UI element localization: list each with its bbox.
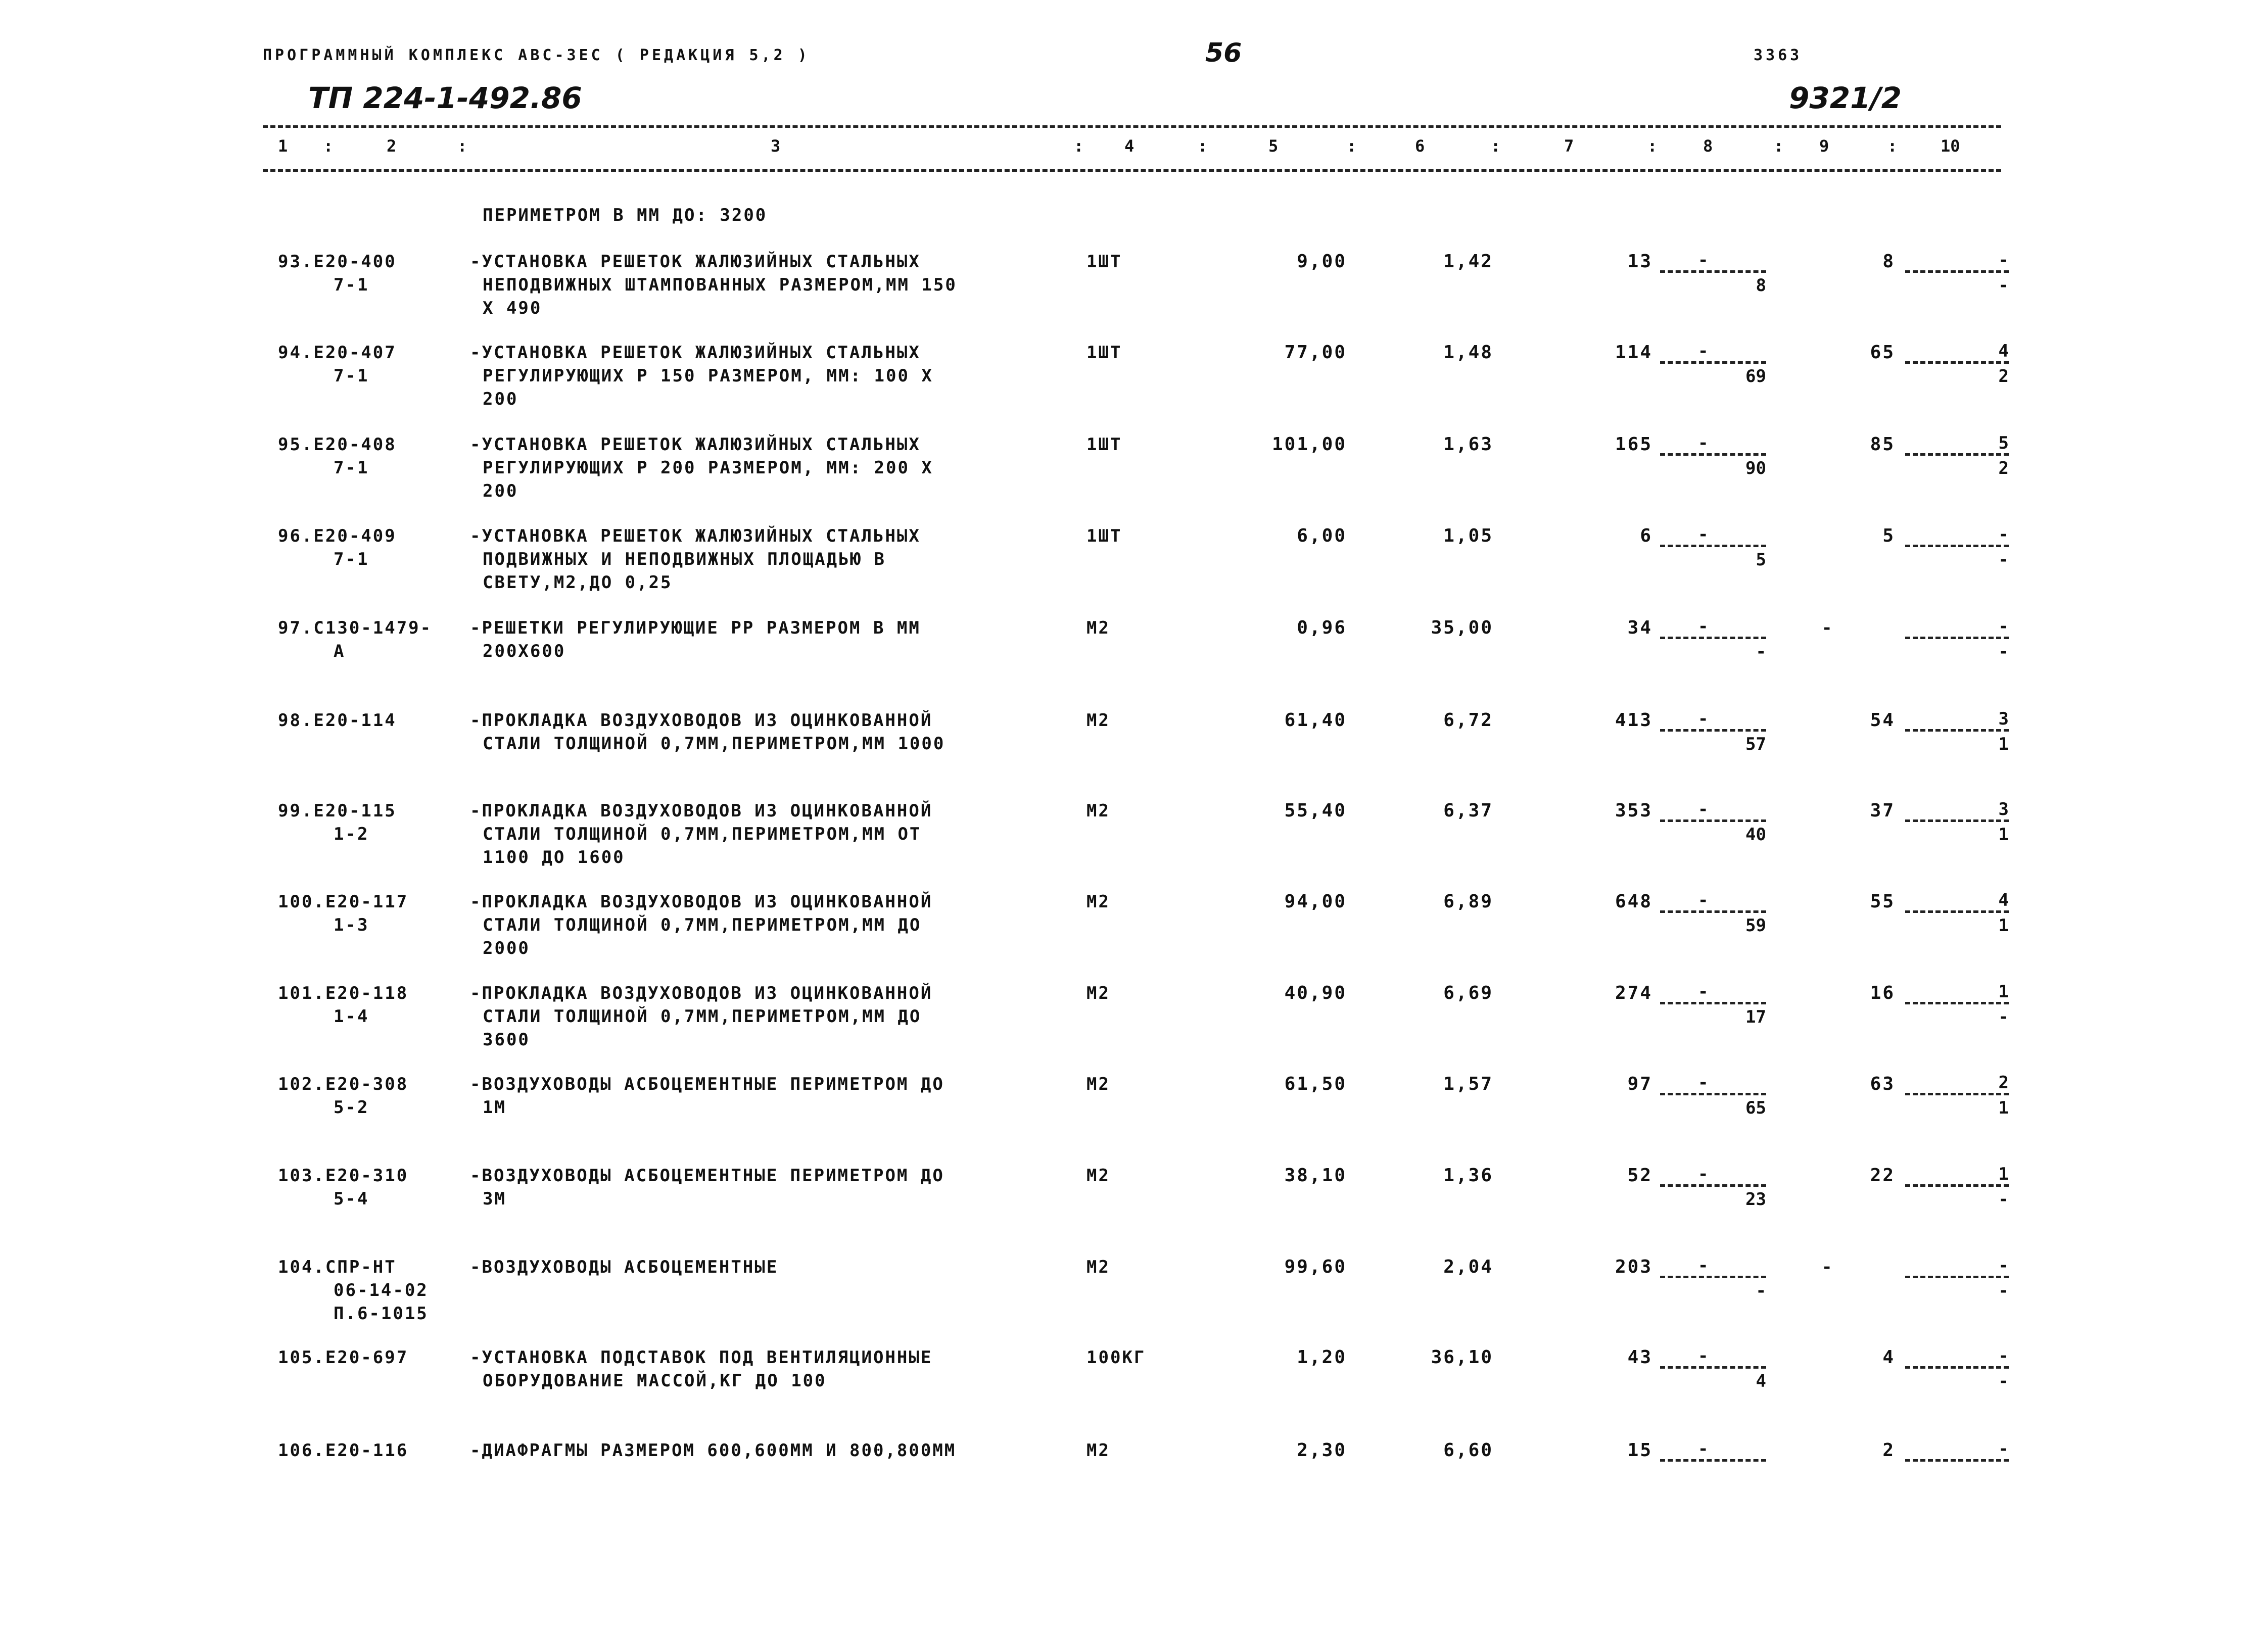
row-col8-top: - <box>1698 1346 1709 1366</box>
row-col10-divider <box>1905 1002 2009 1004</box>
row-col10-bottom: - <box>1998 1281 2009 1301</box>
row-col10-top: 5 <box>1998 433 2009 453</box>
table-row <box>0 1073 2268 1159</box>
row-description-line: -УСТАНОВКА РЕШЕТОК ЖАЛЮЗИЙНЫХ СТАЛЬНЫХ <box>470 435 921 455</box>
row-quantity: 101,00 <box>1271 434 1347 455</box>
row-col8-top: - <box>1698 616 1709 637</box>
row-code-line: П.6-1015 <box>334 1304 429 1324</box>
header-rule-top <box>263 125 2001 128</box>
row-col8-bottom: - <box>1756 642 1766 662</box>
row-col10-bottom: - <box>1998 550 2009 570</box>
row-col9-value: 37 <box>1870 800 1895 821</box>
row-col10-divider <box>1905 453 2009 456</box>
row-quantity: 99,60 <box>1284 1257 1347 1277</box>
row-description-line: -ВОЗДУХОВОДЫ АСБОЦЕМЕНТНЫЕ ПЕРИМЕТРОМ ДО <box>470 1074 944 1094</box>
row-col10-top: 4 <box>1998 341 2009 361</box>
table-row <box>0 1439 2268 1525</box>
row-quantity: 6,00 <box>1297 525 1347 546</box>
row-col10-divider <box>1905 361 2009 364</box>
header-rule-bottom <box>263 169 2001 172</box>
row-col8-top: - <box>1698 1164 1709 1184</box>
row-col8-bottom: 40 <box>1745 825 1766 845</box>
table-row <box>0 982 2268 1068</box>
row-extra-mark: - <box>1822 618 1834 638</box>
row-col8-bottom: 5 <box>1756 550 1766 570</box>
table-row <box>0 799 2268 885</box>
row-description-line: 2000 <box>483 938 530 958</box>
row-col10-top: 3 <box>1998 799 2009 819</box>
row-code-line: 97.С130-1479- <box>278 618 433 638</box>
row-quantity: 77,00 <box>1284 342 1347 363</box>
row-unit: 1ШТ <box>1086 252 1122 272</box>
row-col8-top: - <box>1698 341 1709 361</box>
column-separator: : <box>1491 136 1501 156</box>
column-separator: : <box>1647 136 1658 156</box>
row-total-cost: 413 <box>1615 710 1652 731</box>
row-col10-bottom: - <box>1998 1189 2009 1210</box>
row-quantity: 0,96 <box>1297 617 1347 638</box>
table-row <box>0 433 2268 519</box>
document-reference: 9321/2 <box>1789 81 1902 115</box>
row-col10-divider <box>1905 637 2009 639</box>
table-row <box>0 1346 2268 1432</box>
row-col10-bottom: 1 <box>1998 734 2009 754</box>
column-number: 2 <box>387 136 397 156</box>
row-col8-top: - <box>1698 250 1709 270</box>
row-col8-top: - <box>1698 890 1709 910</box>
row-code-line: 96.Е20-409 <box>278 526 397 546</box>
column-number: 4 <box>1124 136 1135 156</box>
row-col10-divider <box>1905 1276 2009 1278</box>
row-total-cost: 15 <box>1627 1440 1652 1461</box>
row-description-line: -ВОЗДУХОВОДЫ АСБОЦЕМЕНТНЫЕ <box>470 1257 779 1277</box>
row-col10-top: - <box>1998 1439 2009 1459</box>
row-unit-price: 1,05 <box>1443 525 1493 546</box>
row-code-line: 93.Е20-400 <box>278 252 397 272</box>
row-code-line: 101.Е20-118 <box>278 983 409 1003</box>
row-col10-bottom: - <box>1998 275 2009 296</box>
row-col9-value: 85 <box>1870 434 1895 455</box>
row-col8-divider <box>1660 729 1766 732</box>
row-unit: М2 <box>1086 1166 1110 1186</box>
row-unit-price: 1,36 <box>1443 1165 1493 1186</box>
row-description-line: ПОДВИЖНЫХ И НЕПОДВИЖНЫХ ПЛОЩАДЬЮ В <box>483 549 886 569</box>
row-col10-divider <box>1905 545 2009 547</box>
row-code-line: 103.Е20-310 <box>278 1166 409 1186</box>
table-row <box>0 524 2268 610</box>
row-description-line: -УСТАНОВКА ПОДСТАВОК ПОД ВЕНТИЛЯЦИОННЫЕ <box>470 1347 933 1368</box>
row-description-line: 3М <box>483 1189 506 1209</box>
row-quantity: 1,20 <box>1297 1347 1347 1368</box>
row-col8-bottom: 17 <box>1745 1007 1766 1027</box>
row-col9-value: 65 <box>1870 342 1895 363</box>
row-total-cost: 43 <box>1627 1347 1652 1368</box>
row-col10-top: 2 <box>1998 1073 2009 1093</box>
row-quantity: 94,00 <box>1284 891 1347 912</box>
row-code-line: 100.Е20-117 <box>278 892 409 912</box>
column-number: 7 <box>1564 136 1574 156</box>
column-number: 6 <box>1415 136 1425 156</box>
row-col8-bottom: 59 <box>1745 915 1766 936</box>
row-description-line: -ПРОКЛАДКА ВОЗДУХОВОДОВ ИЗ ОЦИНКОВАННОЙ <box>470 801 933 821</box>
table-row <box>0 1164 2268 1250</box>
column-separator: : <box>323 136 334 156</box>
row-code-line: 102.Е20-308 <box>278 1074 409 1094</box>
row-total-cost: 52 <box>1627 1165 1652 1186</box>
row-col10-top: - <box>1998 616 2009 637</box>
row-unit: М2 <box>1086 1257 1110 1277</box>
document-number: 3363 <box>1754 46 1803 64</box>
software-header: ПРОГРАММНЫЙ КОМПЛЕКС АВС-ЗЕС ( РЕДАКЦИЯ 5,2 ) <box>263 46 810 64</box>
row-total-cost: 97 <box>1627 1074 1652 1094</box>
row-col10-top: - <box>1998 524 2009 545</box>
row-unit: М2 <box>1086 892 1110 912</box>
column-separator: : <box>1887 136 1898 156</box>
row-code-line: 94.Е20-407 <box>278 343 397 363</box>
row-description-line: -ДИАФРАГМЫ РАЗМЕРОМ 600,600ММ И 800,800ММ <box>470 1440 957 1461</box>
row-description-line: -УСТАНОВКА РЕШЕТОК ЖАЛЮЗИЙНЫХ СТАЛЬНЫХ <box>470 252 921 272</box>
row-col8-bottom: 65 <box>1745 1098 1766 1118</box>
row-col8-divider <box>1660 270 1766 273</box>
row-code-line: 106.Е20-116 <box>278 1440 409 1461</box>
row-col9-value: 55 <box>1870 891 1895 912</box>
row-col9-value: 54 <box>1870 710 1895 731</box>
row-code-line: 1-3 <box>334 915 369 935</box>
row-col8-divider <box>1660 1366 1766 1369</box>
row-quantity: 61,40 <box>1284 710 1347 731</box>
row-code-line: 5-4 <box>334 1189 369 1209</box>
row-unit-price: 1,42 <box>1443 251 1493 272</box>
row-code-line: 95.Е20-408 <box>278 435 397 455</box>
row-description-line: ОБОРУДОВАНИЕ МАССОЙ,КГ ДО 100 <box>483 1371 827 1391</box>
row-col8-bottom: 69 <box>1745 366 1766 387</box>
row-code-line: 7-1 <box>334 549 369 569</box>
row-col9-value: 5 <box>1882 525 1895 546</box>
row-col8-divider <box>1660 1184 1766 1187</box>
row-col10-bottom: - <box>1998 642 2009 662</box>
row-col10-top: 3 <box>1998 709 2009 729</box>
row-description-line: 1100 ДО 1600 <box>483 847 625 867</box>
table-row <box>0 1256 2268 1341</box>
row-col8-top: - <box>1698 709 1709 729</box>
row-description-line: 1М <box>483 1097 506 1118</box>
row-unit: 1ШТ <box>1086 435 1122 455</box>
column-number: 5 <box>1268 136 1279 156</box>
column-number: 1 <box>278 136 288 156</box>
row-unit: М2 <box>1086 710 1110 731</box>
row-col10-divider <box>1905 270 2009 273</box>
row-description-line: НЕПОДВИЖНЫХ ШТАМПОВАННЫХ РАЗМЕРОМ,ММ 150 <box>483 275 957 295</box>
row-col10-top: - <box>1998 250 2009 270</box>
row-col8-bottom: - <box>1756 1281 1766 1301</box>
row-description-line: СТАЛИ ТОЛЩИНОЙ 0,7ММ,ПЕРИМЕТРОМ,ММ ОТ <box>483 824 922 844</box>
row-col10-bottom: - <box>1998 1007 2009 1027</box>
column-separator: : <box>1347 136 1357 156</box>
row-col10-divider <box>1905 819 2009 822</box>
row-col10-bottom: 1 <box>1998 1098 2009 1118</box>
table-row <box>0 616 2268 702</box>
row-col9-value: 63 <box>1870 1074 1895 1094</box>
row-col9-value: 16 <box>1870 983 1895 1003</box>
row-unit: 1ШТ <box>1086 343 1122 363</box>
table-row <box>0 890 2268 976</box>
row-total-cost: 114 <box>1615 342 1652 363</box>
row-description-line: -ПРОКЛАДКА ВОЗДУХОВОДОВ ИЗ ОЦИНКОВАННОЙ <box>470 710 933 731</box>
row-unit: 1ШТ <box>1086 526 1122 546</box>
row-col10-bottom: 2 <box>1998 458 2009 478</box>
row-col8-bottom: 8 <box>1756 275 1766 296</box>
row-code-line: 7-1 <box>334 366 369 386</box>
row-total-cost: 203 <box>1615 1257 1652 1277</box>
table-row <box>0 250 2268 336</box>
row-description-line: 200 <box>483 481 518 501</box>
row-unit-price: 6,69 <box>1443 983 1493 1003</box>
row-extra-mark: - <box>1822 1257 1834 1277</box>
row-col8-bottom: 57 <box>1745 734 1766 754</box>
row-code-line: 7-1 <box>334 458 369 478</box>
row-col10-bottom: 2 <box>1998 366 2009 387</box>
table-row <box>0 341 2268 427</box>
page-number: 56 <box>1205 38 1242 68</box>
row-col8-divider <box>1660 453 1766 456</box>
row-description-line: СТАЛИ ТОЛЩИНОЙ 0,7ММ,ПЕРИМЕТРОМ,ММ 1000 <box>483 734 946 754</box>
row-unit-price: 35,00 <box>1431 617 1493 638</box>
project-code: ТП 224-1-492.86 <box>308 81 582 115</box>
row-total-cost: 13 <box>1627 251 1652 272</box>
row-unit-price: 6,89 <box>1443 891 1493 912</box>
row-description-line: 200 <box>483 389 518 409</box>
row-code-line: 1-4 <box>334 1006 369 1027</box>
row-description-line: РЕГУЛИРУЮЩИХ Р 200 РАЗМЕРОМ, ММ: 200 Х <box>483 458 933 478</box>
row-description-line: -УСТАНОВКА РЕШЕТОК ЖАЛЮЗИЙНЫХ СТАЛЬНЫХ <box>470 343 921 363</box>
row-description-line: -УСТАНОВКА РЕШЕТОК ЖАЛЮЗИЙНЫХ СТАЛЬНЫХ <box>470 526 921 546</box>
row-description-line: -РЕШЕТКИ РЕГУЛИРУЮЩИЕ РР РАЗМЕРОМ В ММ <box>470 618 921 638</box>
row-quantity: 61,50 <box>1284 1074 1347 1094</box>
row-col8-divider <box>1660 910 1766 913</box>
row-description-line: 3600 <box>483 1030 530 1050</box>
row-code-line: 06-14-02 <box>334 1280 429 1300</box>
row-description-line: СВЕТУ,М2,ДО 0,25 <box>483 572 673 593</box>
row-total-cost: 34 <box>1627 617 1652 638</box>
row-unit-price: 6,37 <box>1443 800 1493 821</box>
column-number: 3 <box>771 136 781 156</box>
row-description-line: РЕГУЛИРУЮЩИХ Р 150 РАЗМЕРОМ, ММ: 100 Х <box>483 366 933 386</box>
column-number: 8 <box>1703 136 1713 156</box>
column-separator: : <box>1774 136 1784 156</box>
row-col8-divider <box>1660 361 1766 364</box>
row-col10-top: 1 <box>1998 1164 2009 1184</box>
row-col8-bottom: 90 <box>1745 458 1766 478</box>
row-code-line: 1-2 <box>334 824 369 844</box>
row-description-line: Х 490 <box>483 298 542 318</box>
column-separator: : <box>457 136 467 156</box>
row-col8-divider <box>1660 1002 1766 1004</box>
row-col8-top: - <box>1698 524 1709 545</box>
row-code-line: 7-1 <box>334 275 369 295</box>
row-unit-price: 6,72 <box>1443 710 1493 731</box>
row-col8-top: - <box>1698 1073 1709 1093</box>
row-unit-price: 2,04 <box>1443 1257 1493 1277</box>
row-col8-divider <box>1660 637 1766 639</box>
row-col8-divider <box>1660 1459 1766 1462</box>
row-total-cost: 165 <box>1615 434 1652 455</box>
row-total-cost: 353 <box>1615 800 1652 821</box>
row-col10-top: 4 <box>1998 890 2009 910</box>
row-code-line: 98.Е20-114 <box>278 710 397 731</box>
row-col8-bottom: 4 <box>1756 1371 1766 1391</box>
row-col8-bottom: 23 <box>1745 1189 1766 1210</box>
row-col10-bottom: 1 <box>1998 825 2009 845</box>
row-code-line: 104.СПР-НТ <box>278 1257 397 1277</box>
row-unit: М2 <box>1086 1074 1110 1094</box>
row-code-line: А <box>334 641 346 661</box>
row-unit: М2 <box>1086 618 1110 638</box>
row-col8-top: - <box>1698 1439 1709 1459</box>
row-col8-divider <box>1660 545 1766 547</box>
row-unit-price: 1,57 <box>1443 1074 1493 1094</box>
row-col8-top: - <box>1698 433 1709 453</box>
row-col10-divider <box>1905 910 2009 913</box>
row-quantity: 55,40 <box>1284 800 1347 821</box>
row-quantity: 2,30 <box>1297 1440 1347 1461</box>
row-col8-divider <box>1660 1276 1766 1278</box>
row-col8-top: - <box>1698 1256 1709 1276</box>
row-col9-value: 8 <box>1882 251 1895 272</box>
row-description-line: -ПРОКЛАДКА ВОЗДУХОВОДОВ ИЗ ОЦИНКОВАННОЙ <box>470 892 933 912</box>
row-col10-bottom: - <box>1998 1371 2009 1391</box>
row-col10-top: - <box>1998 1346 2009 1366</box>
row-total-cost: 274 <box>1615 983 1652 1003</box>
row-unit-price: 6,60 <box>1443 1440 1493 1461</box>
row-unit: М2 <box>1086 801 1110 821</box>
row-col8-top: - <box>1698 982 1709 1002</box>
row-col10-divider <box>1905 1184 2009 1187</box>
row-description-line: СТАЛИ ТОЛЩИНОЙ 0,7ММ,ПЕРИМЕТРОМ,ММ ДО <box>483 915 922 935</box>
section-intro: ПЕРИМЕТРОМ В ММ ДО: 3200 <box>483 205 768 225</box>
row-col10-divider <box>1905 729 2009 732</box>
row-col10-divider <box>1905 1459 2009 1462</box>
row-code-line: 105.Е20-697 <box>278 1347 409 1368</box>
row-col9-value: 4 <box>1882 1347 1895 1368</box>
row-col10-top: - <box>1998 1256 2009 1276</box>
row-total-cost: 648 <box>1615 891 1652 912</box>
row-unit-price: 36,10 <box>1431 1347 1493 1368</box>
row-quantity: 40,90 <box>1284 983 1347 1003</box>
row-col9-value: 22 <box>1870 1165 1895 1186</box>
row-col8-top: - <box>1698 799 1709 819</box>
column-number: 9 <box>1819 136 1829 156</box>
table-row <box>0 709 2268 795</box>
row-total-cost: 6 <box>1640 525 1652 546</box>
row-quantity: 38,10 <box>1284 1165 1347 1186</box>
row-col10-divider <box>1905 1366 2009 1369</box>
row-description-line: -ВОЗДУХОВОДЫ АСБОЦЕМЕНТНЫЕ ПЕРИМЕТРОМ ДО <box>470 1166 944 1186</box>
row-col10-divider <box>1905 1093 2009 1095</box>
row-description-line: -ПРОКЛАДКА ВОЗДУХОВОДОВ ИЗ ОЦИНКОВАННОЙ <box>470 983 933 1003</box>
column-number: 10 <box>1941 136 1960 156</box>
row-col8-divider <box>1660 819 1766 822</box>
row-col8-divider <box>1660 1093 1766 1095</box>
row-col10-bottom: 1 <box>1998 915 2009 936</box>
column-separator: : <box>1074 136 1084 156</box>
column-separator: : <box>1198 136 1208 156</box>
row-code-line: 99.Е20-115 <box>278 801 397 821</box>
row-unit: М2 <box>1086 983 1110 1003</box>
row-description-line: 200Х600 <box>483 641 566 661</box>
row-unit: М2 <box>1086 1440 1110 1461</box>
row-col10-top: 1 <box>1998 982 2009 1002</box>
row-code-line: 5-2 <box>334 1097 369 1118</box>
row-col9-value: 2 <box>1882 1440 1895 1461</box>
row-unit-price: 1,48 <box>1443 342 1493 363</box>
row-unit: 100КГ <box>1086 1347 1146 1368</box>
row-description-line: СТАЛИ ТОЛЩИНОЙ 0,7ММ,ПЕРИМЕТРОМ,ММ ДО <box>483 1006 922 1027</box>
row-unit-price: 1,63 <box>1443 434 1493 455</box>
row-quantity: 9,00 <box>1297 251 1347 272</box>
